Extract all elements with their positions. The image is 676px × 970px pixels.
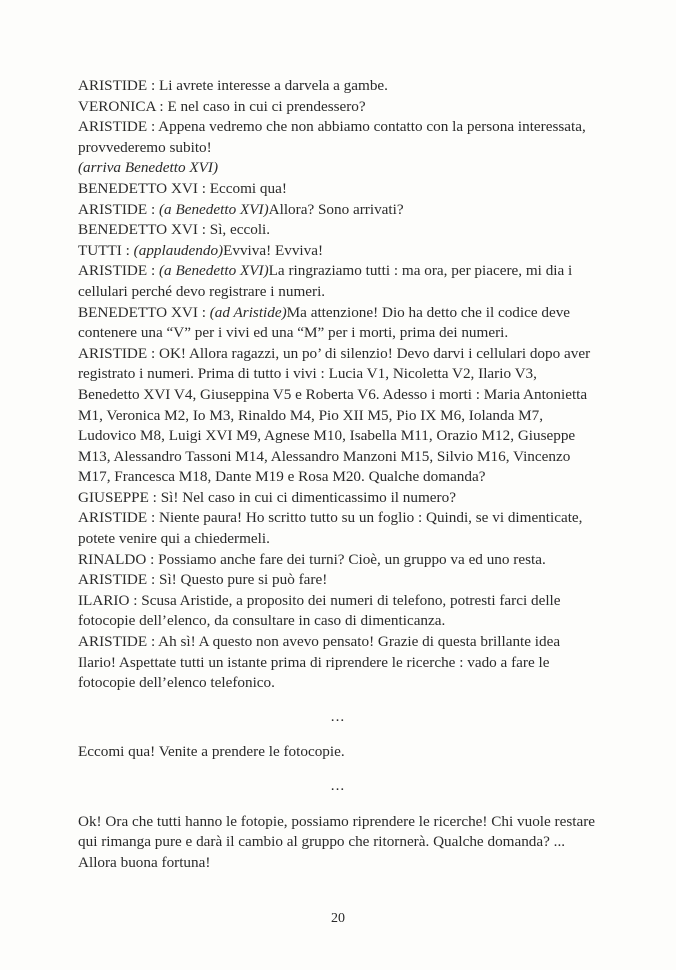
- speaker-label: BENEDETTO XVI :: [78, 303, 210, 321]
- dialogue-line: [78, 241, 598, 262]
- scene-break: ...: [330, 707, 346, 725]
- dialogue-line: [78, 303, 598, 344]
- dialogue-line: GIUSEPPE : Sì! Nel caso in cui ci dimenticassimo il numero?: [78, 488, 456, 506]
- dialogue-line: ARISTIDE : OK! Allora ragazzi, un po’ di silenzio! Devo darvi i cellulari dopo aver registrato i numeri. Prima di tutto i vivi : Lucia V1, Nicoletta V2, Ilario V3, Benedetto XVI V4, Giuseppina V5 e Roberta V6. Adesso i morti : Maria Antonietta M1, Veronica M2, Io M3, Rinaldo M4, Pio XII M5, Pio IX M6, Iolanda M7, Ludovico M8, Luigi XVI M9, Agnese M10, Isabella M11, Orazio M12, Giuseppe M13, Alessandro Tassoni M14, Alessandro Manzoni M15, Silvio M16, Vincenzo M17, Francesca M18, Dante M19 e Rosa M20. Qualche domanda?: [78, 344, 591, 486]
- stage-direction: (a Benedetto XVI): [159, 200, 269, 218]
- speaker-label: ARISTIDE :: [78, 262, 159, 280]
- speaker-label: ARISTIDE :: [78, 200, 159, 218]
- dialogue-line: [78, 200, 598, 221]
- dialogue-line: ARISTIDE : Niente paura! Ho scritto tutto su un foglio : Quindi, se vi dimenticate, potete venire qui a chiedermeli.: [78, 509, 583, 548]
- page-number: 20: [331, 911, 345, 926]
- dialogue-line: BENEDETTO XVI : Eccomi qua!: [78, 179, 287, 197]
- dialogue-text: Evviva! Evviva!: [223, 241, 324, 259]
- dialogue-text: Ma attenzione! Dio ha detto che il codice deve contenere una “V” per i vivi ed una “M” per i morti, prima dei numeri.: [78, 303, 571, 342]
- dialogue-line: ARISTIDE : Appena vedremo che non abbiamo contatto con la persona interessata, provvederemo subito!: [78, 118, 586, 156]
- stage-direction: (arriva Benedetto XVI): [78, 159, 219, 177]
- dialogue-line: [78, 261, 598, 302]
- dialogue-line: VERONICA : E nel caso in cui ci prendessero?: [78, 97, 366, 115]
- dialogue-line: RINALDO : Possiamo anche fare dei turni? Cioè, un gruppo va ed uno resta.: [78, 550, 546, 568]
- dialogue-line: ARISTIDE : Sì! Questo pure si può fare!: [78, 571, 328, 589]
- dialogue-line: ARISTIDE : Li avrete interesse a darvela a gambe.: [78, 77, 388, 94]
- dialogue-text: La ringraziamo tutti : ma ora, per piacere, mi dia i cellulari perché devo registrare i numeri.: [78, 262, 573, 300]
- dialogue-text: Allora? Sono arrivati?: [268, 200, 404, 218]
- dialogue-line: Ok! Ora che tutti hanno le fotopie, possiamo riprendere le ricerche! Chi vuole restare qui rimanga pure e darà il cambio al gruppo che ritornerà. Qualche domanda? ... Allora buona fortuna!: [78, 812, 596, 871]
- speaker-label: TUTTI :: [78, 241, 134, 259]
- stage-direction: (applaudendo): [133, 241, 224, 259]
- dialogue-line: BENEDETTO XVI : Sì, eccoli.: [78, 221, 271, 239]
- dialogue-line: Eccomi qua! Venite a prendere le fotocopie.: [78, 743, 345, 761]
- play-script-text: [78, 76, 598, 873]
- dialogue-line: ARISTIDE : Ah sì! A questo non avevo pensato! Grazie di questa brillante idea Ilario! Aspettate tutti un istante prima di riprendere le ricerche : vado a fare le fotocopie dell’elenco telefonico.: [78, 633, 561, 692]
- stage-direction: (ad Aristide): [209, 303, 287, 321]
- scene-break: ...: [330, 777, 346, 794]
- stage-direction: (a Benedetto XVI): [159, 262, 269, 280]
- dialogue-line: ILARIO : Scusa Aristide, a proposito dei numeri di telefono, potresti farci delle fotocopie dell’elenco, da consultare in caso di dimenticanza.: [78, 591, 561, 630]
